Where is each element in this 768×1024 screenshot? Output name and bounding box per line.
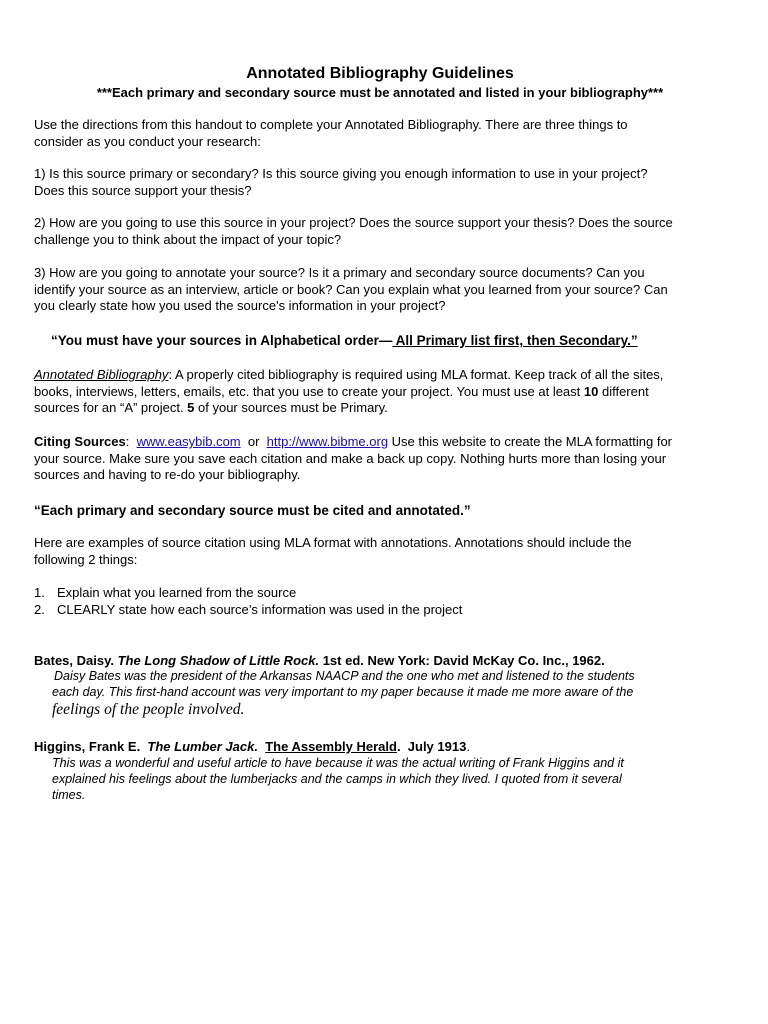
question-2-line: challenge you to think about the impact of your topic? [34,231,342,247]
page-title: Annotated Bibliography Guidelines [246,65,514,82]
annotated-bibliography-term: Annotated Bibliography [34,367,169,382]
alphabetical-order-quote [51,333,638,348]
examples-intro-line: following 2 things: [34,551,138,567]
bibme-link[interactable]: http://www.bibme.org [266,434,389,449]
citation-author: Bates, Daisy. [34,653,118,668]
list-item-number: 2. [34,602,45,617]
citation-period: . [466,739,470,754]
annotated-bibliography-paragraph [34,367,734,417]
question-3-line: identify your source as an interview, article or book? Can you explain what you learned from your source? Can [34,281,668,297]
alphabetical-quote-part1: “You must have your sources in Alphabetical order— [51,333,393,348]
cited-annotated-quote: “Each primary and secondary source must be cited and annotated.” [34,503,471,518]
citing-line3: sources and having to re-do your bibliography. [34,467,301,482]
annotation-line: explained his feelings about the lumberjacks and the camps in which they lived. I quoted from it several [52,772,622,786]
citing-colon: : [125,434,137,449]
citation-publication-info: 1st ed. New York: David McKay Co. Inc., 1962. [319,653,605,668]
intro-line: Use the directions from this handout to complete your Annotated Bibliography. There are three things to [34,117,628,132]
intro-line: consider as you conduct your research: [34,133,261,149]
question-3 [34,265,734,315]
citing-sources-label: Citing Sources [34,434,126,449]
question-1-line: Does this source support your thesis? [34,182,252,198]
list-item [34,601,734,618]
list-item-text: CLEARLY state how each source’s information was used in the project [57,602,463,617]
annotation-higgins [52,755,624,803]
alphabetical-quote-part2: All Primary list first, then Secondary.” [392,333,638,348]
citation-author: Higgins, Frank E. [34,739,148,754]
annotation-line: This was a wonderful and useful article to have because it was the actual writing of Frank Higgins and it [52,756,624,770]
annotation-bates [52,668,635,718]
annotated-line2-end: different [598,383,649,399]
annotated-count-primary: 5 [187,400,195,415]
citation-work-title: The Long Shadow of Little Rock. [117,653,320,668]
citation-date: . July 1913 [396,739,467,754]
annotated-line3-end: of your sources must be Primary. [194,400,388,415]
citation-publication: The Assembly Herald [265,739,397,754]
citing-line1: Use this website to create the MLA formatting for [388,434,673,449]
citation-work-title: The Lumber Jack. [147,739,258,754]
examples-intro-line: Here are examples of source citation using MLA format with annotations. Annotations should include the [34,535,632,550]
annotated-count-total: 10 [583,383,599,399]
citing-or: or [240,434,267,449]
list-item-number: 1. [34,585,45,600]
annotated-line1: : A properly cited bibliography is required using MLA format. Keep track of all the sites, [168,367,664,382]
question-3-line: 3) How are you going to annotate your source? Is it a primary and secondary source documents? Can you [34,265,645,280]
list-item-text: Explain what you learned from the source [57,585,297,600]
list-item [34,584,734,601]
question-1-line: 1) Is this source primary or secondary? Is this source giving you enough information to use in your project? [34,166,648,181]
easybib-link[interactable]: www.easybib.com [136,434,241,449]
citing-line2: your source. Make sure you save each citation and make a back up copy. Nothing hurts more than losing your [34,450,667,466]
intro-paragraph [34,117,734,150]
question-1 [34,166,734,199]
annotation-line: times. [52,788,86,802]
citation-bates [34,653,605,668]
annotation-requirements-list [34,584,734,618]
question-2 [34,215,734,248]
citing-sources-paragraph [34,434,734,484]
question-3-line: you clearly state how you used the source's information in your project? [34,298,446,313]
annotated-line2: books, interviews, letters, emails, etc. that you use to create your project. You must use at least [34,383,584,399]
question-2-line: 2) How are you going to use this source in your project? Does the source support your thesis? Does the source [34,215,673,230]
page-subtitle: ***Each primary and secondary source must be annotated and listed in your bibliography*** [96,85,664,100]
annotation-line: each day. This first-hand account was very important to my paper because it made me more aware of the [52,685,634,699]
annotation-line: feelings of the people involved. [52,701,245,718]
annotated-line3: sources for an “A” project. [34,400,188,415]
examples-intro [34,535,734,568]
citation-higgins [34,739,470,754]
annotation-line: Daisy Bates was the president of the Arkansas NAACP and the one who met and listened to the students [54,669,635,683]
